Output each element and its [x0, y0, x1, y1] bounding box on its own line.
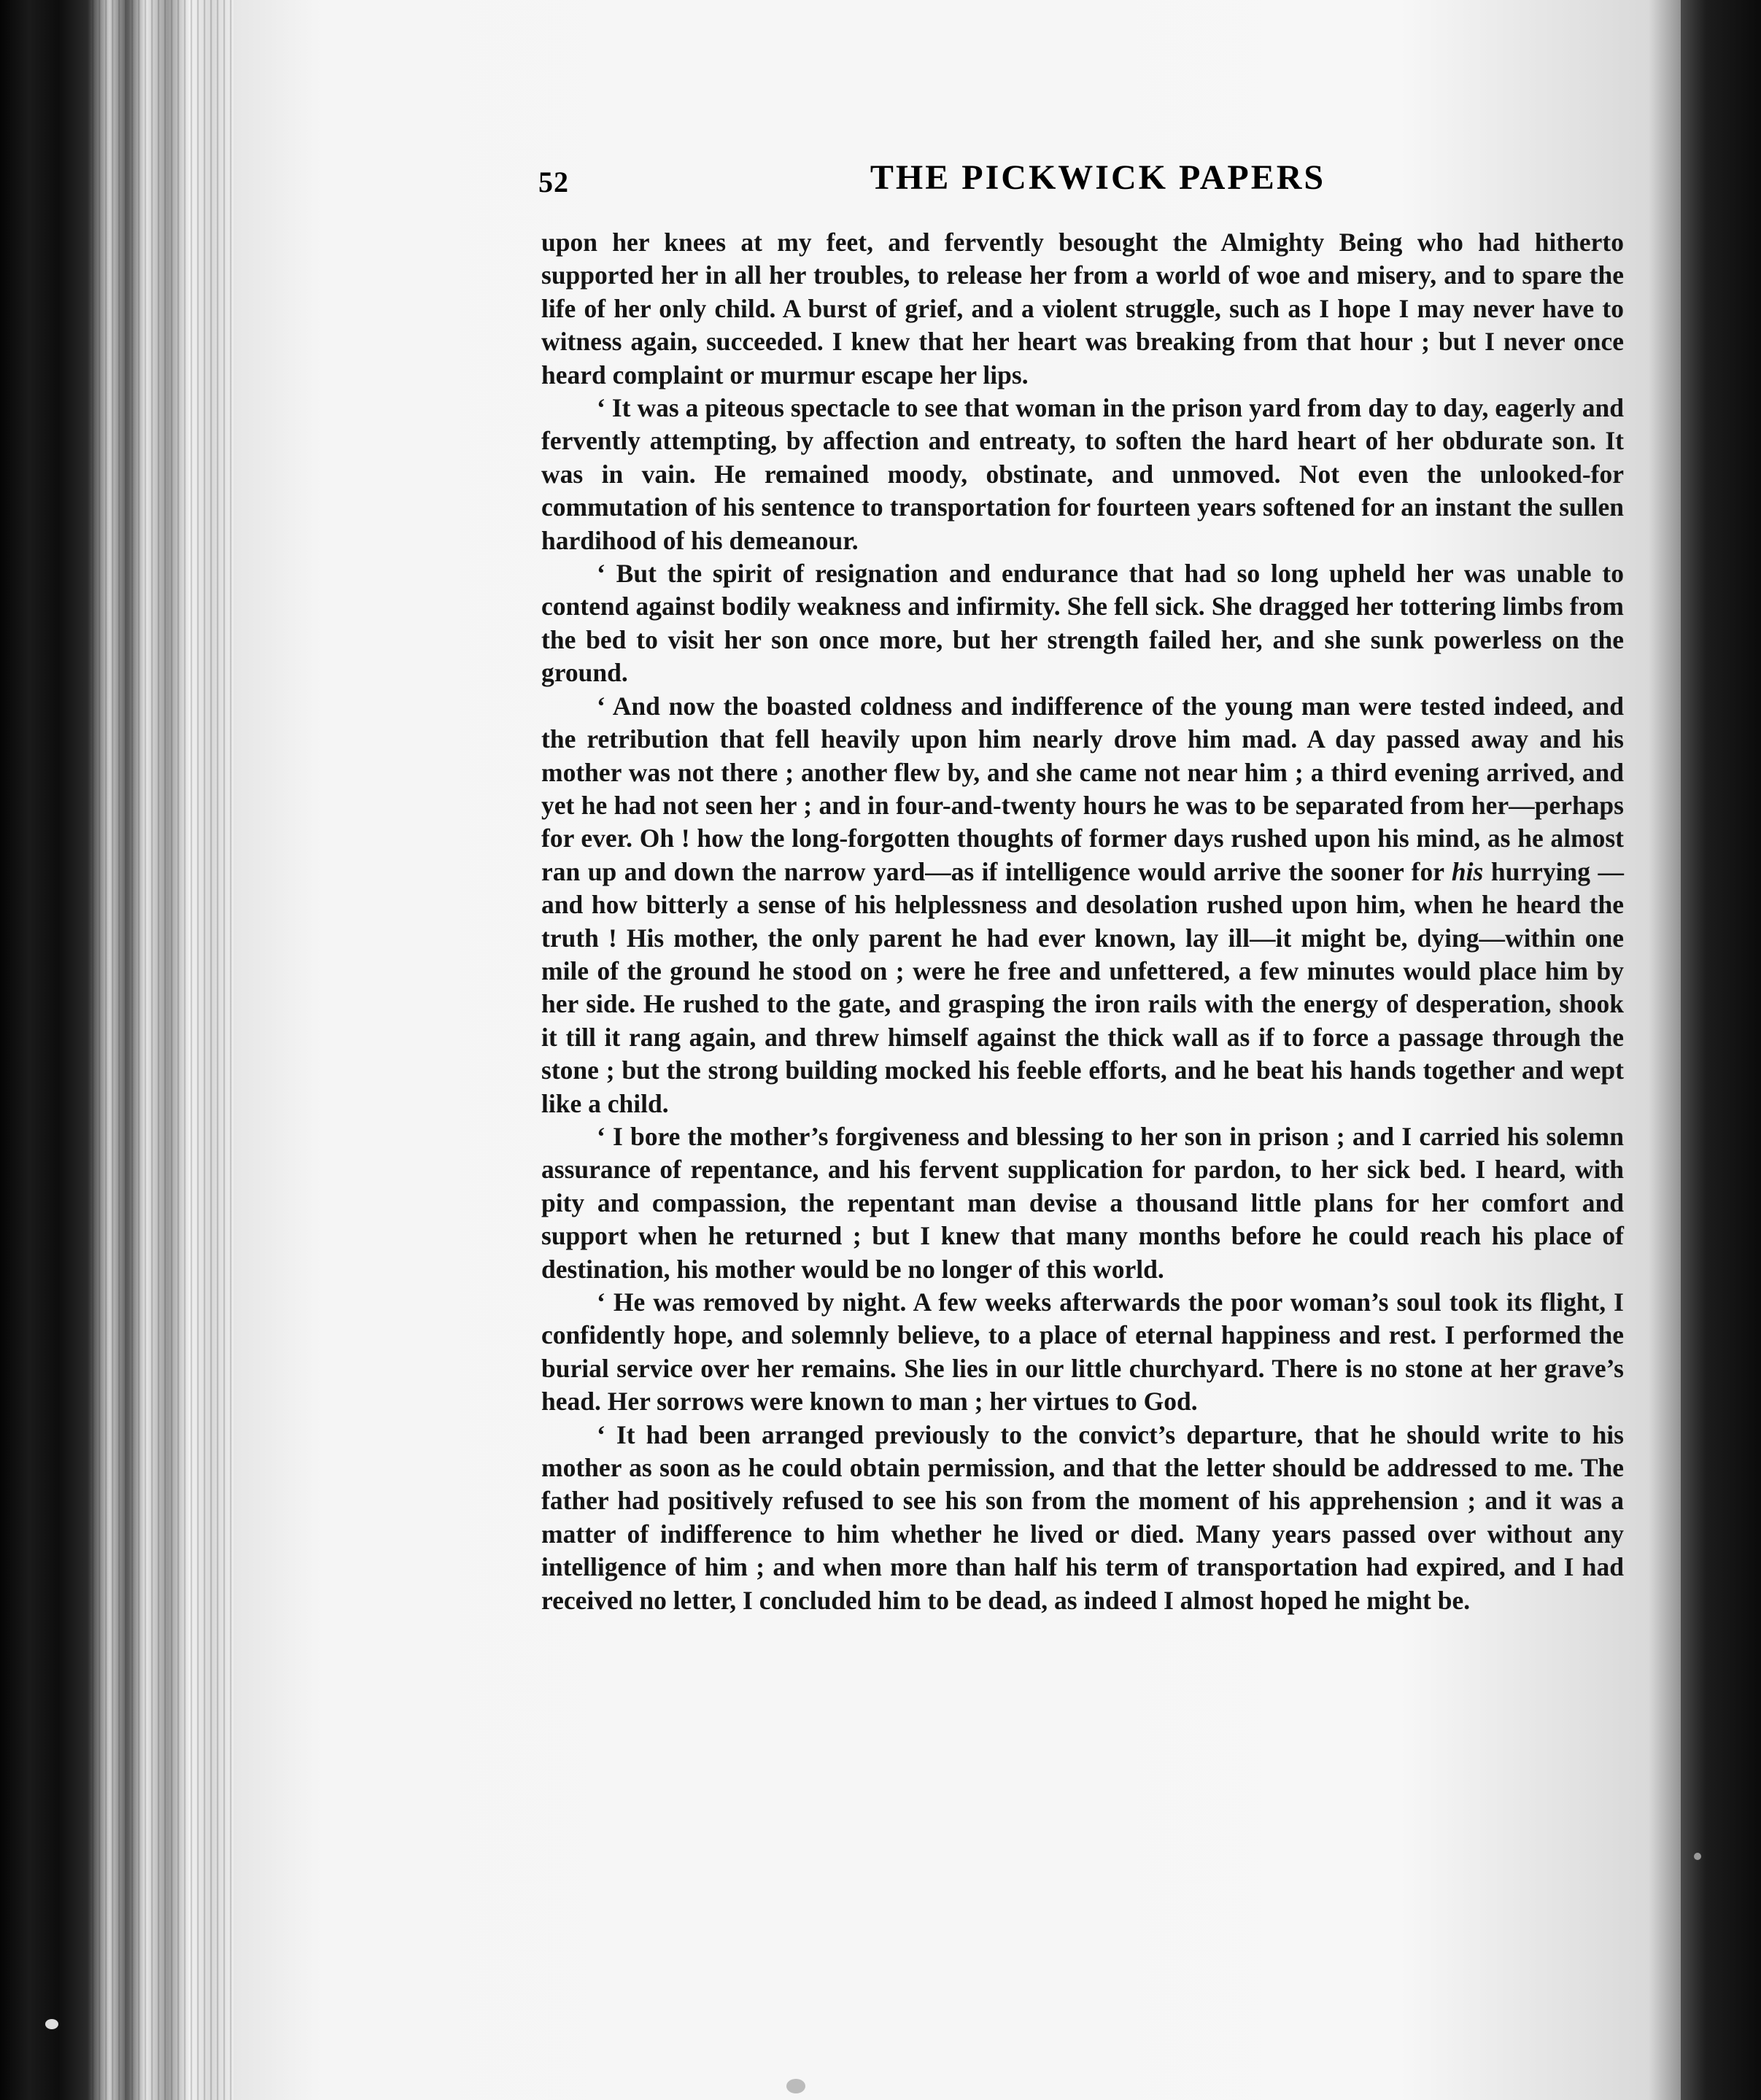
paragraph: ‘ It was a piteous spectacle to see that woman in the prison yard from day to day, eagerly and fervently attempting, by affection and entreaty, to soften the hard heart of her obdurate son. It was in vain. He remained moody, obstinate, and unmoved. Not even the unlooked-for commutation of his sentence to transportation for fourteen years softened for an instant the sullen hardihood of his demeanour.	[541, 393, 1624, 555]
emphasized-word: his	[1451, 856, 1484, 886]
paragraph: ‘ But the spirit of resignation and endurance that had so long upheld her was unable to contend against bodily weakness and infirmity. She fell sick. She dragged her tottering limbs from the bed to visit her son once more, but her strength failed her, and she sunk powerless on the ground.	[541, 559, 1624, 688]
paragraph: ‘ I bore the mother’s forgiveness and blessing to her son in prison ; and I carried his solemn assurance of repentance, and his fervent supplication for pardon, to her sick bed. I heard, with pity and compassion, the repentant man devise a thousand little plans for her comfort and support when he returned ; but I knew that many months before he could reach his place of destination, his mother would be no longer of this world.	[541, 1121, 1624, 1284]
paragraph: upon her knees at my feet, and fervently besought the Almighty Being who had hitherto supported her in all her troubles, to release her from a world of woe and misery, and to spare the life of her only child. A burst of grief, and a violent struggle, such as I hope I may never have to witness again, succeeded. I knew that her heart was breaking from that hour ; but I never once heard complaint or murmur escape her lips.	[541, 228, 1624, 390]
running-head	[306, 146, 1627, 212]
book-title: THE PICKWICK PAPERS	[870, 158, 1326, 197]
gutter-page-edges	[88, 0, 241, 2100]
paragraph: ‘ He was removed by night. A few weeks afterwards the poor woman’s soul took its flight, I confidently hope, and solemnly believe, to a place of eternal happiness and rest. I performed the burial service over her remains. She lies in our little churchyard. There is no stone at her grave’s head. Her sorrows were known to man ; her virtues to God.	[541, 1287, 1624, 1417]
paragraph-text: hurrying —and how bitterly a sense of his helplessness and desolation rushed upon him, when he heard the truth ! His mother, the only parent he had ever known, lay ill—it might be, dying—within one mile of the ground he stood on ; were he free and unfettered, a few minutes would place him by her side. He rushed to the gate, and grasping the iron rails with the energy of desperation, shook it till it rang again, and threw himself against the thick wall as if to force a passage through the stone ; but the strong building mocked his feeble efforts, and he beat his hands together and wept like a child.	[541, 856, 1624, 1118]
scan-speck	[1694, 1853, 1701, 1860]
page-number: 52	[538, 166, 569, 198]
paragraph-text: ‘ And now the boasted coldness and indifference of the young man were tested indeed, and the retribution that fell heavily upon him nearly drove him mad. A day passed away and his mother was not there ; another flew by, and she came not near him ; a third evening arrived, and yet he had not seen her ; and in four-and-twenty hours he was to be separated from her—perhaps for ever. Oh ! how the long-forgotten thoughts of former days rushed upon his mind, as he almost ran up and down the narrow yard—as if intelligence would arrive the sooner for	[541, 691, 1624, 886]
scan-speck	[786, 2079, 805, 2093]
page-right-shadow	[1681, 0, 1761, 2100]
scan-speck	[45, 2019, 58, 2029]
paragraph: ‘ It had been arranged previously to the convict’s departure, that he should write to his mother as soon as he could obtain permission, and that the letter should be addressed to me. The father had positively refused to see his son from the moment of his apprehension ; and it was a matter of indifference to him whether he lived or died. Many years passed over without any intelligence of him ; and when more than half his term of transportation had expired, and I had received no letter, I concluded him to be dead, as indeed I almost hoped he might be.	[541, 1419, 1624, 1615]
paragraph	[541, 690, 1624, 1120]
page-body-text	[541, 226, 1624, 1617]
